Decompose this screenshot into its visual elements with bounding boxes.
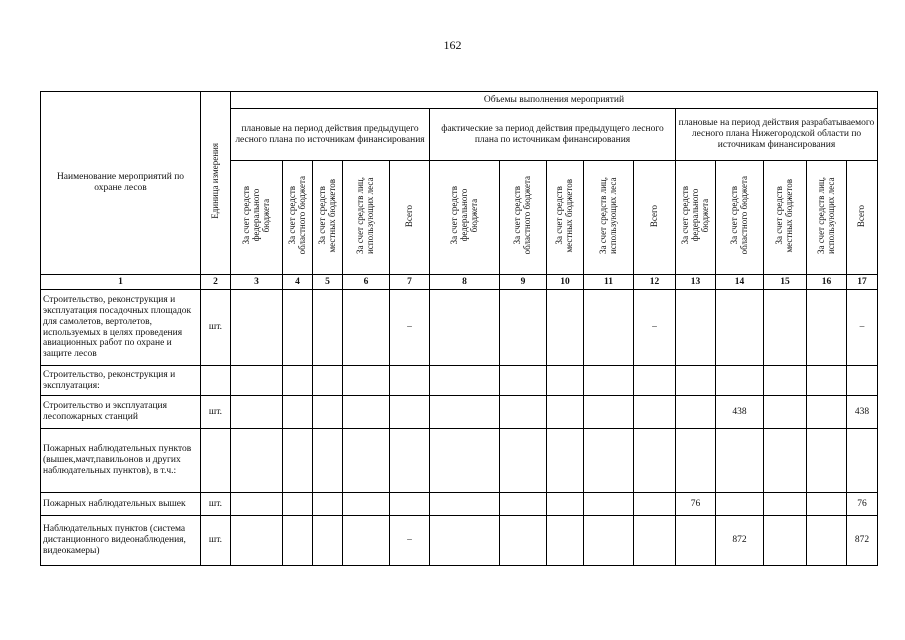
subheader-cell: За счет средств областного бюджета — [716, 161, 764, 275]
row-value — [547, 516, 584, 566]
row-value: – — [390, 516, 430, 566]
row-value — [343, 516, 390, 566]
header-volumes: Объемы выполнения мероприятий — [231, 92, 878, 109]
subheader-cell: Всего — [634, 161, 676, 275]
row-value — [676, 516, 716, 566]
column-number: 11 — [584, 275, 634, 290]
row-value — [500, 493, 547, 516]
row-value — [343, 493, 390, 516]
row-value — [584, 366, 634, 396]
row-value — [500, 290, 547, 366]
row-name: Наблюдательных пунктов (система дистанционного видеонаблюдения, видеокамеры) — [41, 516, 201, 566]
row-value — [547, 429, 584, 493]
row-value — [390, 366, 430, 396]
row-value — [500, 396, 547, 429]
subheader-cell: За счет средств федерального бюджета — [676, 161, 716, 275]
subheader-cell: За счет средств федерального бюджета — [231, 161, 283, 275]
row-value — [634, 516, 676, 566]
row-value — [343, 396, 390, 429]
row-unit: шт. — [201, 290, 231, 366]
column-number: 14 — [716, 275, 764, 290]
row-value — [634, 366, 676, 396]
row-value — [764, 396, 807, 429]
row-value — [390, 396, 430, 429]
row-value — [343, 429, 390, 493]
row-name: Пожарных наблюдательных вышек — [41, 493, 201, 516]
subheader-cell: За счет средств местных бюджетов — [547, 161, 584, 275]
header-unit: Единица измерения — [201, 92, 231, 275]
header-group-planned-prev: плановые на период действия предыдущего лесного плана по источникам финансирования — [231, 109, 430, 161]
row-value — [807, 429, 847, 493]
row-value — [430, 290, 500, 366]
column-number: 15 — [764, 275, 807, 290]
subheader-cell: За счет средств местных бюджетов — [313, 161, 343, 275]
row-value — [547, 493, 584, 516]
column-number: 13 — [676, 275, 716, 290]
column-number: 7 — [390, 275, 430, 290]
row-unit: шт. — [201, 493, 231, 516]
row-unit: шт. — [201, 396, 231, 429]
row-unit — [201, 429, 231, 493]
column-number: 5 — [313, 275, 343, 290]
row-value — [676, 429, 716, 493]
row-value — [283, 493, 313, 516]
row-name: Строительство, реконструкция и эксплуатация: — [41, 366, 201, 396]
column-number: 12 — [634, 275, 676, 290]
row-value — [547, 396, 584, 429]
row-value — [716, 493, 764, 516]
row-value — [283, 366, 313, 396]
column-number: 10 — [547, 275, 584, 290]
subheader-cell: Всего — [390, 161, 430, 275]
row-value — [390, 429, 430, 493]
row-name: Пожарных наблюдательных пунктов (вышек,мачт,павильонов и других наблюдательных пунктов), в т.ч.: — [41, 429, 201, 493]
table-row — [41, 396, 878, 429]
row-value — [313, 493, 343, 516]
row-value — [807, 290, 847, 366]
row-value: 76 — [676, 493, 716, 516]
row-value — [584, 493, 634, 516]
row-value — [716, 429, 764, 493]
row-value — [430, 493, 500, 516]
table-row — [41, 516, 878, 566]
header-name: Наименование мероприятий по охране лесов — [41, 92, 201, 275]
row-value — [313, 429, 343, 493]
subheader-cell: За счет средств областного бюджета — [500, 161, 547, 275]
row-value — [634, 396, 676, 429]
table-row — [41, 429, 878, 493]
row-value — [313, 366, 343, 396]
column-number: 8 — [430, 275, 500, 290]
row-value — [807, 366, 847, 396]
row-value — [231, 290, 283, 366]
row-value — [547, 290, 584, 366]
column-number: 9 — [500, 275, 547, 290]
row-value: – — [634, 290, 676, 366]
row-value — [764, 290, 807, 366]
row-name: Строительство, реконструкция и эксплуатация посадочных площадок для самолетов, вертолетов, используемых в целях проведения авиационных работ по охране и защите лесов — [41, 290, 201, 366]
row-value — [807, 493, 847, 516]
row-value — [231, 366, 283, 396]
subheader-cell: За счет средств лиц, использующих леса — [584, 161, 634, 275]
row-value — [847, 366, 878, 396]
column-number: 4 — [283, 275, 313, 290]
row-value — [343, 366, 390, 396]
subheader-cell: За счет средств лиц, использующих леса — [343, 161, 390, 275]
column-number: 17 — [847, 275, 878, 290]
row-value — [807, 396, 847, 429]
row-value — [313, 290, 343, 366]
table-row — [41, 493, 878, 516]
row-value — [430, 366, 500, 396]
row-value — [584, 516, 634, 566]
forest-protection-table — [40, 91, 878, 566]
row-value — [283, 290, 313, 366]
subheader-cell: За счет средств областного бюджета — [283, 161, 313, 275]
column-number: 6 — [343, 275, 390, 290]
row-value: 872 — [716, 516, 764, 566]
row-value — [676, 366, 716, 396]
row-value — [584, 396, 634, 429]
row-value — [430, 516, 500, 566]
row-value — [764, 366, 807, 396]
subheader-cell: За счет средств федерального бюджета — [430, 161, 500, 275]
column-number: 3 — [231, 275, 283, 290]
row-value: 438 — [716, 396, 764, 429]
row-value — [764, 516, 807, 566]
row-value — [634, 493, 676, 516]
row-value — [500, 516, 547, 566]
row-value — [231, 516, 283, 566]
row-value — [313, 396, 343, 429]
row-value — [343, 290, 390, 366]
row-value — [584, 290, 634, 366]
row-value — [847, 429, 878, 493]
header-group-planned-new: плановые на период действия разрабатываемого лесного плана Нижегородской области по источникам финансирования — [676, 109, 878, 161]
row-value — [716, 290, 764, 366]
row-value — [283, 429, 313, 493]
row-value — [676, 396, 716, 429]
subheader-cell: Всего — [847, 161, 878, 275]
row-unit — [201, 366, 231, 396]
subheader-cell: За счет средств лиц, использующих леса — [807, 161, 847, 275]
row-value — [390, 493, 430, 516]
row-name: Строительство и эксплуатация лесопожарных станций — [41, 396, 201, 429]
row-value — [764, 429, 807, 493]
row-value — [313, 516, 343, 566]
table-row — [41, 366, 878, 396]
row-value — [764, 493, 807, 516]
header-group-actual-prev: фактические за период действия предыдущего лесного плана по источникам финансирования — [430, 109, 676, 161]
row-value — [430, 429, 500, 493]
column-number: 1 — [41, 275, 201, 290]
row-value — [716, 366, 764, 396]
row-value — [584, 429, 634, 493]
row-value: 76 — [847, 493, 878, 516]
row-value: 438 — [847, 396, 878, 429]
row-value: – — [390, 290, 430, 366]
row-value — [807, 516, 847, 566]
row-value — [231, 396, 283, 429]
table-row — [41, 290, 878, 366]
row-unit: шт. — [201, 516, 231, 566]
column-number: 16 — [807, 275, 847, 290]
row-value — [231, 493, 283, 516]
row-value — [283, 516, 313, 566]
row-value: 872 — [847, 516, 878, 566]
column-number: 2 — [201, 275, 231, 290]
row-value: – — [847, 290, 878, 366]
row-value — [634, 429, 676, 493]
row-value — [676, 290, 716, 366]
subheader-cell: За счет средств местных бюджетов — [764, 161, 807, 275]
row-value — [547, 366, 584, 396]
row-value — [500, 429, 547, 493]
row-value — [500, 366, 547, 396]
page-number: 162 — [443, 38, 462, 52]
row-value — [430, 396, 500, 429]
row-value — [283, 396, 313, 429]
row-value — [231, 429, 283, 493]
